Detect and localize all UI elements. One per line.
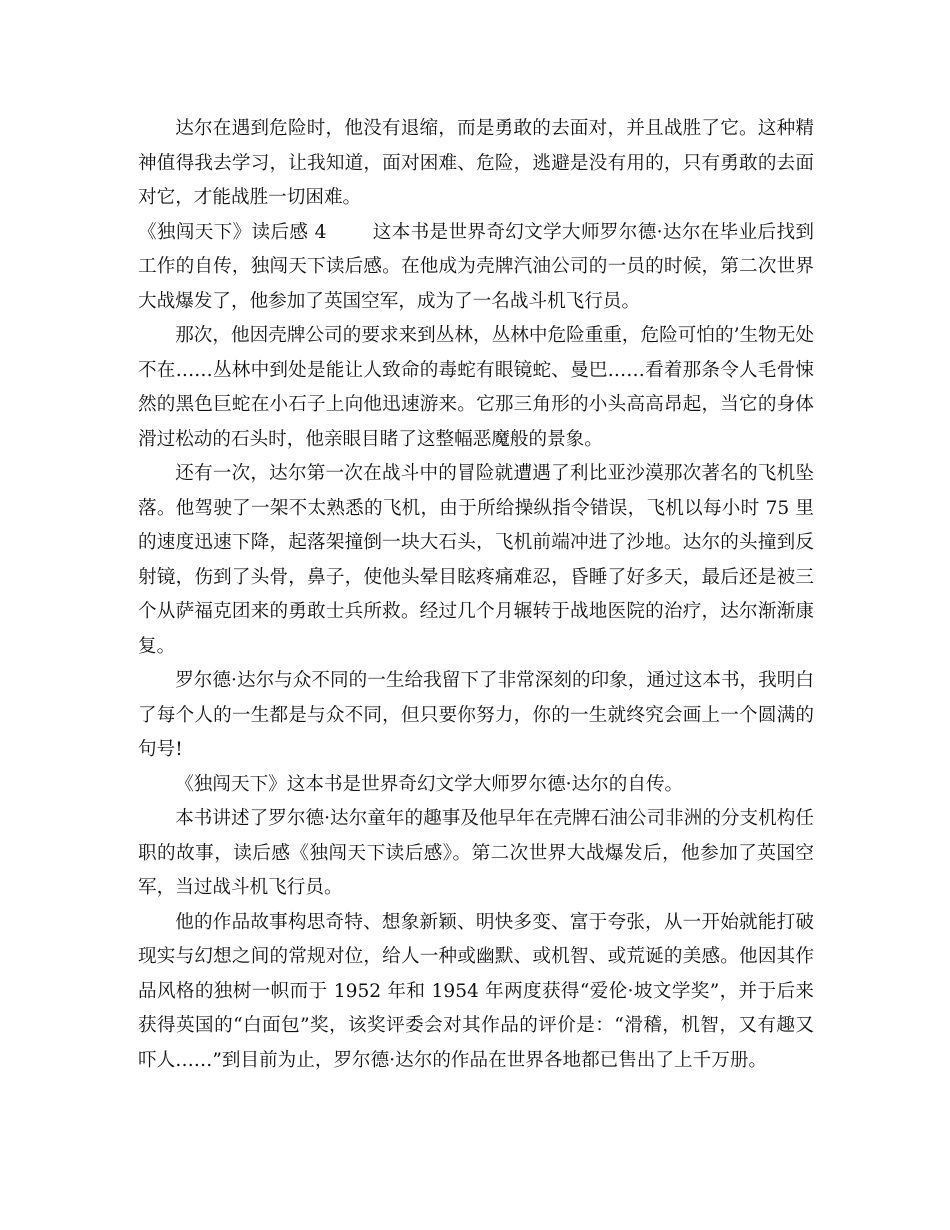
- section-heading-paragraph: [138, 216, 814, 320]
- paragraph-impression: 罗尔德·达尔与众不同的一生给我留下了非常深刻的印象，通过这本书，我明白了每个人的一生都是与众不同，但只要你努力，你的一生就终究会画上一个圆满的句号!: [138, 670, 814, 760]
- document-body: [138, 112, 814, 1078]
- paragraph-plane-crash: 还有一次，达尔第一次在战斗中的冒险就遭遇了利比亚沙漠那次著名的飞机坠落。他驾驶了一架不太熟悉的飞机，由于所给操纵指令错误，飞机以每小时 75 里的速度迅速下降，起落架撞倒一块大石头，飞机前端冲进了沙地。达尔的头撞到反射镜，伤到了头骨，鼻子，使他头晕目眩疼痛难忍，昏睡了好多天，最后还是被三个从萨福克团来的勇敢士兵所救。经过几个月辗转于战地医院的治疗，达尔渐渐康复。: [138, 463, 814, 657]
- paragraph-book-content: 本书讲述了罗尔德·达尔童年的趣事及他早年在壳牌石油公司非洲的分支机构任职的故事，读后感《独闯天下读后感》。第二次世界大战爆发后，他参加了英国空军，当过战斗机飞行员。: [138, 808, 814, 898]
- paragraph-jungle: 那次，他因壳牌公司的要求来到丛林，丛林中危险重重，危险可怕的’生物无处不在……丛林中到处是能让人致命的毒蛇有眼镜蛇、曼巴……看着那条令人毛骨悚然的黑色巨蛇在小石子上向他迅速游来。它那三角形的小头高高昂起，当它的身体滑过松动的石头时，他亲眼目睹了这整幅恶魔般的景象。: [138, 325, 814, 450]
- paragraph-courage: 达尔在遇到危险时，他没有退缩，而是勇敢的去面对，并且战胜了它。这种精神值得我去学习，让我知道，面对困难、危险，逃避是没有用的，只有勇敢的去面对它，才能战胜一切困难。: [138, 118, 814, 208]
- paragraph-book-intro: 《独闯天下》这本书是世界奇幻文学大师罗尔德·达尔的自传。: [175, 773, 684, 795]
- paragraph-author-works: 他的作品故事构思奇特、想象新颖、明快多变、富于夸张，从一开始就能打破现实与幻想之间的常规对位，给人一种或幽默、或机智、或荒诞的美感。他因其作品风格的独树一帜而于 1952 年和 1954 年两度获得“爱伦·坡文学奖”，并于后来获得英国的“白面包”奖，该奖评委会对其作品的评价是：“滑稽，机智，又有趣又吓人……”到目前为止，罗尔德·达尔的作品在世界各地都已售出了上千万册。: [138, 911, 814, 1071]
- section-intro-text: 这本书是世界奇幻文学大师罗尔德·达尔在毕业后找到工作的自传，独闯天下读后感。在他成为壳牌汽油公司的一员的时候，第二次世界大战爆发了，他参加了英国空军，成为了一名战斗机飞行员。: [138, 221, 814, 312]
- section-title: 《独闯天下》读后感 4: [138, 221, 327, 243]
